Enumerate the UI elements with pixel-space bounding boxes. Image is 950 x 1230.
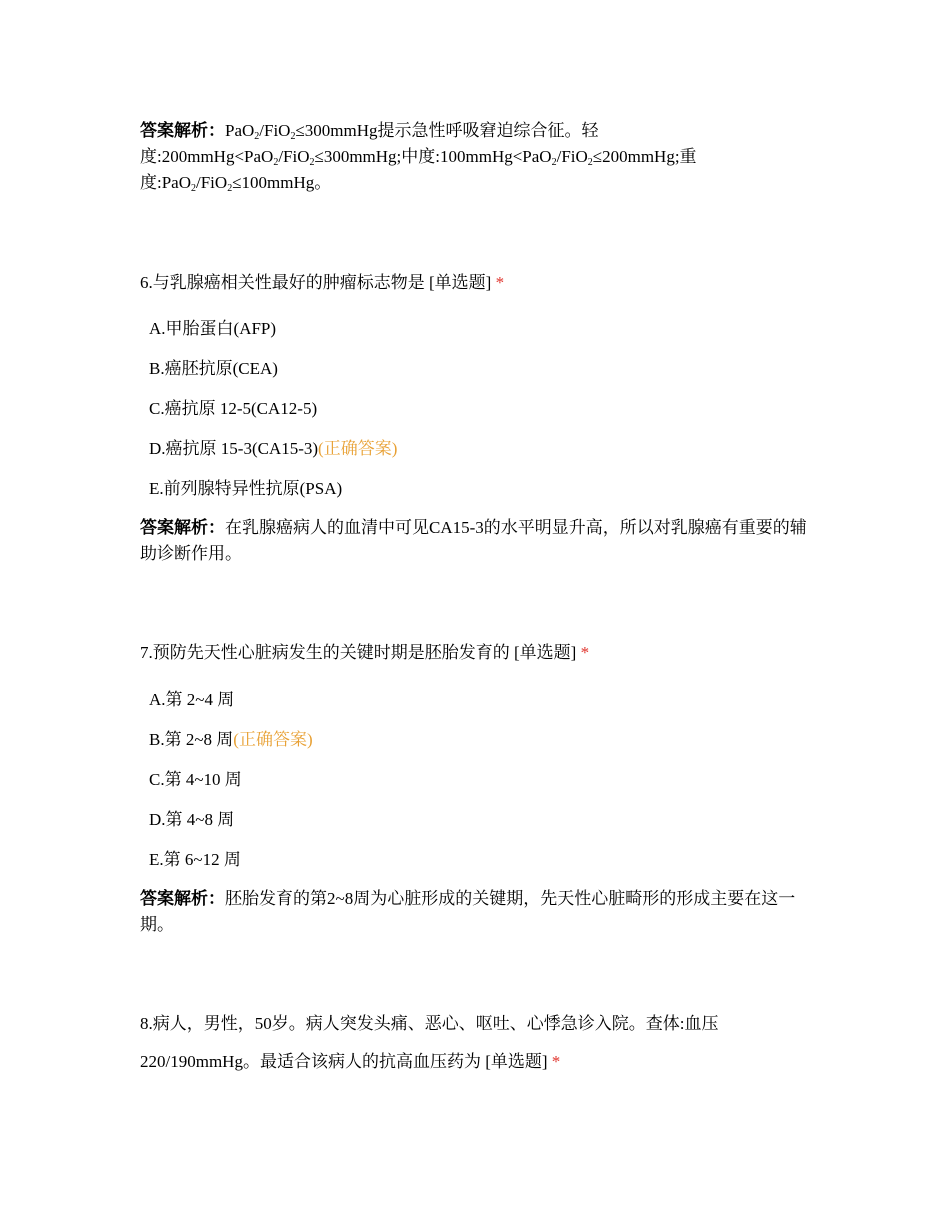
required-mark: * xyxy=(495,273,505,292)
q7-analysis xyxy=(140,886,820,938)
q7-option-e[interactable]: E.第 6~12 周 xyxy=(149,850,241,869)
question-text: 7.预防先天性心脏病发生的关键时期是胚胎发育的 [单选题] xyxy=(140,643,577,662)
q8-question xyxy=(140,1005,790,1081)
q6-option-d[interactable]: D.癌抗原 15-3(CA15-3)(正确答案) xyxy=(149,439,398,458)
q6-option-c[interactable]: C.癌抗原 12-5(CA12-5) xyxy=(149,399,318,418)
q5-analysis: 答案解析：PaO$_2$/FiO$_2$≤300mmHg提示急性呼吸窘迫综合征。轻度:200mmHg<PaO$_2$/FiO$_2$≤300mmHg;中度:100mmHg<PaO$_2$/FiO$_2$≤200mmHg;重度:PaO$_2$/FiO$_2$≤100mmHg。 xyxy=(140,121,697,194)
q7-question xyxy=(140,634,820,672)
analysis-label: 答案解析： xyxy=(140,889,225,909)
q7-option-c[interactable]: C.第 4~10 周 xyxy=(149,770,242,789)
q7-option-d[interactable]: D.第 4~8 周 xyxy=(149,810,235,829)
correct-answer-mark: (正确答案) xyxy=(233,730,313,749)
q6-analysis xyxy=(140,515,820,567)
question-text: 8.病人，男性，50岁。病人突发头痛、恶心、呕吐、心悸急诊入院。查体:血压220/190mmHg。最适合该病人的抗高血压药为 [单选题] xyxy=(140,1014,719,1071)
q7-option-a[interactable]: A.第 2~4 周 xyxy=(149,690,235,709)
correct-answer-mark: (正确答案) xyxy=(318,439,398,458)
required-mark: * xyxy=(551,1052,561,1071)
analysis-label: 答案解析： xyxy=(140,121,225,141)
required-mark: * xyxy=(580,643,590,662)
analysis-label: 答案解析： xyxy=(140,518,225,538)
q7-option-b[interactable]: B.第 2~8 周(正确答案) xyxy=(149,730,313,749)
q6-question xyxy=(140,264,820,302)
q6-option-b[interactable]: B.癌胚抗原(CEA) xyxy=(149,359,278,378)
q6-option-e[interactable]: E.前列腺特异性抗原(PSA) xyxy=(149,479,343,498)
analysis-text: 胚胎发育的第2~8周为心脏形成的关键期，先天性心脏畸形的形成主要在这一期。 xyxy=(140,889,796,934)
question-text: 6.与乳腺癌相关性最好的肿瘤标志物是 [单选题] xyxy=(140,273,492,292)
analysis-text: 在乳腺癌病人的血清中可见CA15-3的水平明显升高，所以对乳腺癌有重要的辅助诊断作用。 xyxy=(140,518,807,563)
q6-option-a[interactable]: A.甲胎蛋白(AFP) xyxy=(149,319,277,338)
